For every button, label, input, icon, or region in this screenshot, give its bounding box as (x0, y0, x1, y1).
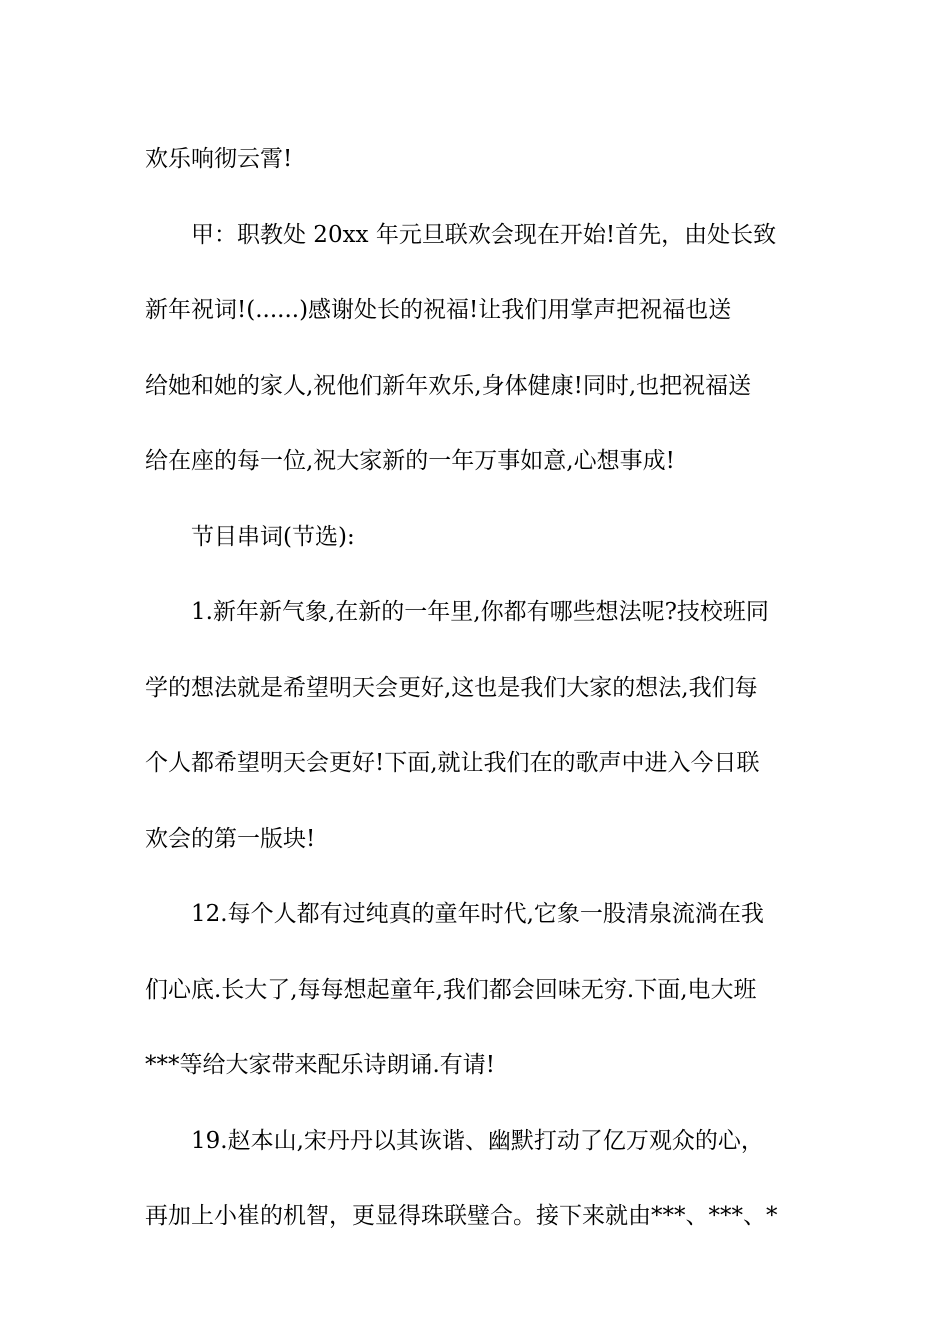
line-text: 1.新年新气象,在新的一年里,你都有哪些想法呢?技校班同 (191, 599, 769, 625)
text-line-1 (145, 122, 810, 198)
line-text: 节目串词(节选): (191, 523, 355, 550)
line-text: 学的想法就是希望明天会更好,这也是我们大家的想法,我们每 (145, 674, 758, 701)
line-text: 给她和她的家人,祝他们新年欢乐,身体健康!同时,也把祝福送 (145, 372, 752, 399)
text-line-4 (145, 349, 810, 425)
text-line-12 (145, 953, 810, 1029)
text-line-2 (145, 198, 810, 274)
line-text: 新年祝词!(......)感谢处长的祝福!让我们用掌声把祝福也送 (145, 297, 732, 323)
line-text: 甲：职教处 20xx 年元旦联欢会现在开始!首先，由处长致 (191, 221, 777, 248)
line-text: 19.赵本山,宋丹丹以其诙谐、幽默打动了亿万观众的心， (191, 1127, 764, 1154)
text-line-3 (145, 273, 810, 349)
text-line-5 (145, 424, 810, 500)
text-line-6 (145, 500, 810, 576)
line-text: 欢会的第一版块! (145, 825, 316, 852)
line-text: 们心底.长大了,每每想起童年,我们都会回味无穷.下面,电大班 (145, 976, 757, 1003)
text-line-13 (145, 1028, 810, 1104)
text-line-7 (145, 575, 810, 651)
text-line-9 (145, 726, 810, 802)
text-line-14 (145, 1104, 810, 1180)
line-text: 个人都希望明天会更好!下面,就让我们在的歌声中进入今日联 (145, 750, 760, 776)
line-text: 再加上小崔的机智，更显得珠联璧合。接下来就由***、***、* (145, 1203, 778, 1229)
line-text: 给在座的每一位,祝大家新的一年万事如意,心想事成! (145, 448, 675, 474)
line-text: 欢乐响彻云霄! (145, 146, 293, 172)
line-text: 12.每个人都有过纯真的童年时代,它象一股清泉流淌在我 (191, 901, 764, 927)
text-line-11 (145, 877, 810, 953)
text-line-8 (145, 651, 810, 727)
line-text: ***等给大家带来配乐诗朗诵.有请! (145, 1052, 496, 1078)
text-line-15 (145, 1179, 810, 1255)
document-body (145, 122, 810, 1255)
text-line-10 (145, 802, 810, 878)
